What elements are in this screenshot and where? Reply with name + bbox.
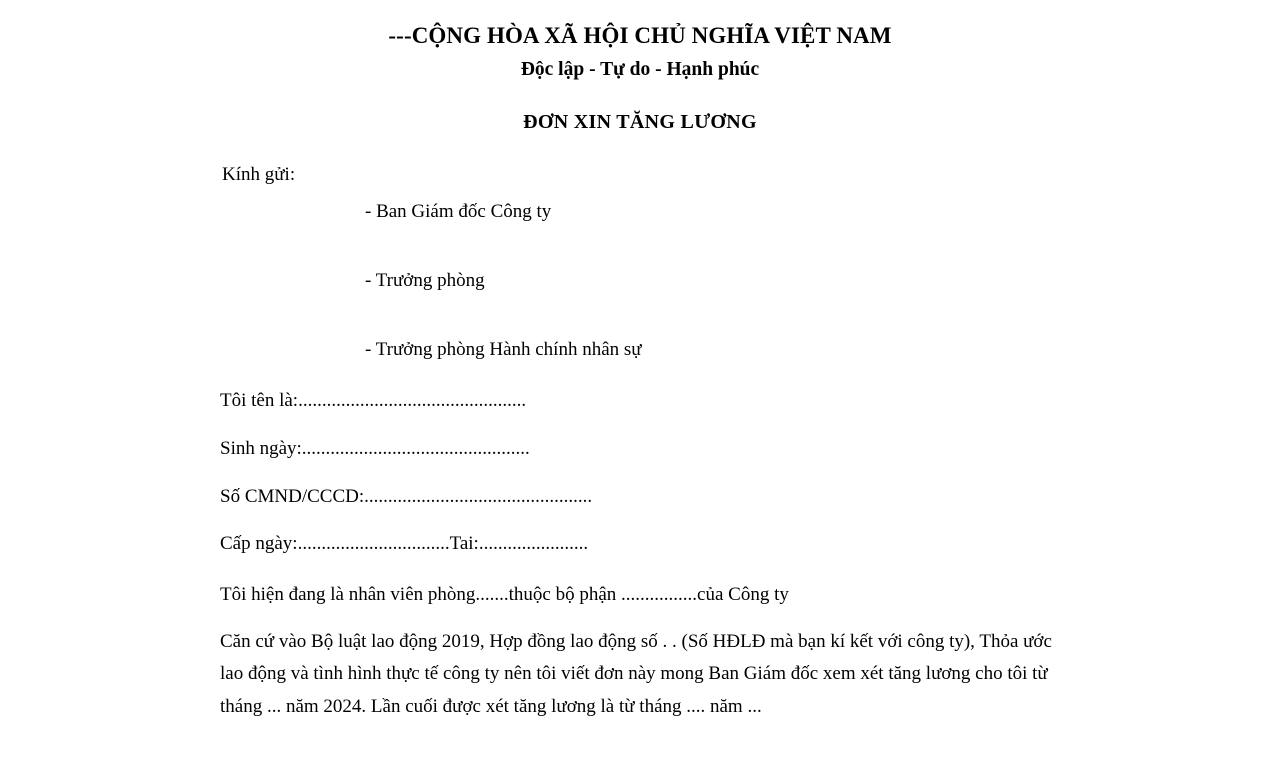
recipient-item-director-board: - Ban Giám đốc Công ty	[365, 201, 552, 223]
paragraph-request-body: Căn cứ vào Bộ luật lao động 2019, Hợp đồng lao động số . . (Số HĐLĐ mà bạn kí kết với công ty), Thỏa ước lao động và tình hình thực tế công ty nên tôi viết đơn này mong Ban Giám đốc xem xét tăng lương cho tôi từ tháng ... năm 2024. Lần cuối được xét tăng lương là từ tháng .... năm ...	[220, 630, 1052, 717]
recipients-block	[220, 164, 1060, 362]
document-body	[220, 0, 1060, 724]
field-date-of-birth: Sinh ngày:................................................	[220, 438, 530, 460]
recipient-item-department-head: - Trưởng phòng	[365, 270, 485, 292]
document-title: ĐƠN XIN TĂNG LƯƠNG	[523, 111, 757, 134]
field-issue-date-place: Cấp ngày:................................Tai:.......................	[220, 533, 589, 555]
field-id-number: Số CMND/CCCD:................................................	[220, 485, 593, 507]
national-header-line-1: ---CỘNG HÒA XÃ HỘI CHỦ NGHĨA VIỆT NAM	[388, 23, 892, 48]
national-header-line-2: Độc lập - Tự do - Hạnh phúc	[520, 59, 760, 81]
paragraph-current-position: Tôi hiện đang là nhân viên phòng.......thuộc bộ phận ................của Công ty	[220, 583, 789, 605]
recipient-item-hr-head: - Trưởng phòng Hành chính nhân sự	[365, 338, 642, 360]
field-full-name: Tôi tên là:................................................	[220, 390, 527, 412]
recipients-label: Kính gửi:	[222, 164, 296, 186]
